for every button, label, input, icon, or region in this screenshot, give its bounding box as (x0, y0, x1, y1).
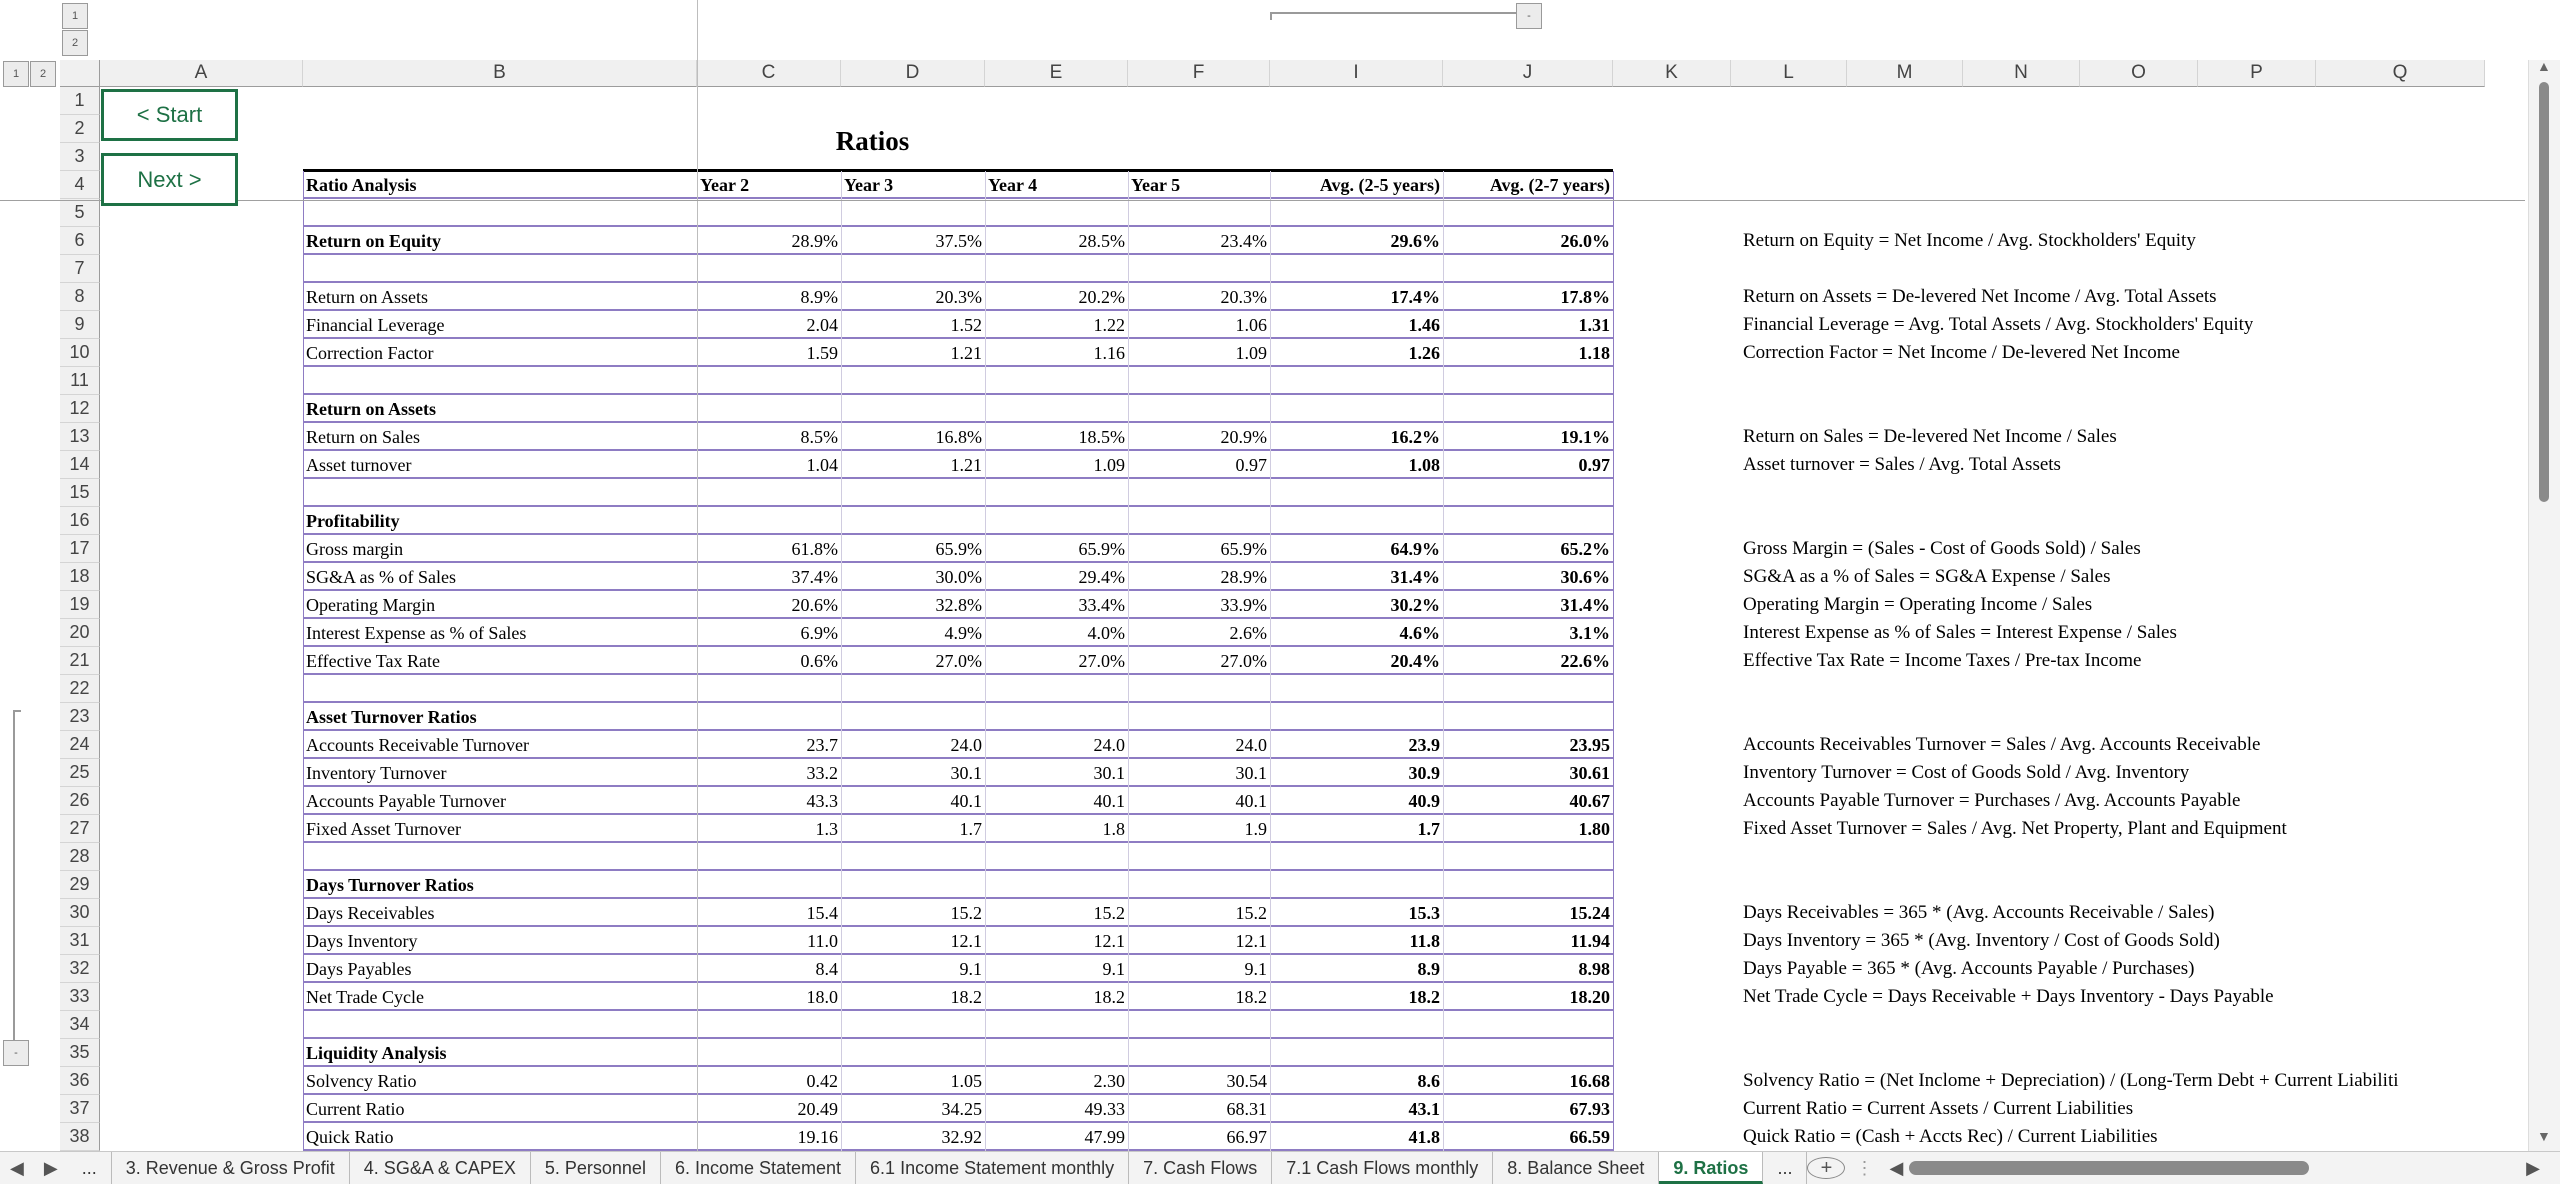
ratio-label: SG&A as % of Sales (306, 567, 456, 587)
ratio-value-j[interactable]: 18.20 (1569, 987, 1610, 1007)
ratio-value-f[interactable]: 30.54 (1226, 1071, 1267, 1091)
row-header-24[interactable]: 24 (60, 731, 100, 759)
ratio-value-f[interactable]: 1.06 (1235, 315, 1267, 335)
sheet-tab[interactable]: 3. Revenue & Gross Profit (112, 1152, 350, 1184)
ratio-value-j[interactable]: 30.6% (1560, 567, 1610, 587)
column-header-d[interactable]: D (841, 60, 985, 87)
ratio-value-f[interactable]: 18.2 (1235, 987, 1267, 1007)
ratio-value-d[interactable]: 1.52 (950, 315, 982, 335)
more-tabs-button[interactable]: ... (68, 1152, 112, 1184)
freeze-pane-horizontal (0, 200, 2525, 201)
formula-note: SG&A as a % of Sales = SG&A Expense / Sales (1743, 566, 2111, 587)
ratio-value-i[interactable]: 1.7 (1417, 819, 1440, 839)
ratio-value-f[interactable]: 1.9 (1244, 819, 1267, 839)
row-header-23[interactable]: 23 (60, 703, 100, 731)
collapse-row-group-button[interactable]: - (3, 1040, 29, 1066)
ratio-label: Gross margin (306, 539, 404, 559)
formula-note: Accounts Receivables Turnover = Sales / Avg. Accounts Receivable (1743, 734, 2261, 755)
ratio-value-f[interactable]: 27.0% (1220, 651, 1267, 671)
row-header-29[interactable]: 29 (60, 871, 100, 899)
ratio-value-c[interactable]: 1.59 (806, 343, 838, 363)
ratio-value-d[interactable]: 9.1 (959, 959, 982, 979)
row-header-15[interactable]: 15 (60, 479, 100, 507)
ratio-value-i[interactable]: 1.46 (1408, 315, 1440, 335)
ratio-label: Return on Assets (306, 287, 429, 307)
formula-note: Net Trade Cycle = Days Receivable + Days Inventory - Days Payable (1743, 986, 2274, 1007)
ratio-value-c[interactable]: 0.42 (806, 1071, 838, 1091)
ratio-value-c[interactable]: 6.9% (800, 623, 838, 643)
ratio-value-j[interactable]: 1.18 (1578, 343, 1610, 363)
formula-note: Asset turnover = Sales / Avg. Total Assets (1743, 454, 2061, 475)
ratio-value-d[interactable]: 12.1 (950, 931, 982, 951)
ratio-value-e[interactable]: 1.09 (1093, 455, 1125, 475)
ratio-value-f[interactable]: 23.4% (1220, 231, 1267, 251)
ratio-value-e[interactable]: 40.1 (1093, 791, 1125, 811)
ratio-value-c[interactable]: 33.2 (806, 763, 838, 783)
ratio-value-c[interactable]: 37.4% (791, 567, 838, 587)
add-sheet-button[interactable]: + (1807, 1157, 1845, 1179)
ratio-value-j[interactable]: 16.68 (1569, 1071, 1610, 1091)
section-heading: Profitability (306, 511, 400, 531)
ratio-value-i[interactable]: 18.2 (1408, 987, 1440, 1007)
ratio-label: Current Ratio (306, 1099, 405, 1119)
ratio-value-c[interactable]: 20.6% (791, 595, 838, 615)
row-header-35[interactable]: 35 (60, 1039, 100, 1067)
outline-level-2-left-button[interactable]: 2 (30, 61, 56, 87)
ratio-label: Days Receivables (306, 903, 435, 923)
row-header-14[interactable]: 14 (60, 451, 100, 479)
column-group-bracket-end (1270, 12, 1272, 20)
outline-level-1-top-button[interactable]: 1 (62, 3, 88, 29)
column-header-k[interactable]: K (1613, 60, 1731, 87)
outline-level-1-left-button[interactable]: 1 (3, 61, 29, 87)
ratio-value-e[interactable]: 33.4% (1078, 595, 1125, 615)
header-j: Avg. (2-7 years) (1489, 175, 1610, 195)
row-header-6[interactable]: 6 (60, 227, 100, 255)
section-heading: Days Turnover Ratios (306, 875, 474, 895)
column-header-j[interactable]: J (1443, 60, 1613, 87)
sheet-title: Ratios (835, 126, 910, 156)
ratio-label: Financial Leverage (306, 315, 445, 335)
ratio-value-f[interactable]: 24.0 (1235, 735, 1267, 755)
ratio-value-e[interactable]: 1.8 (1102, 819, 1125, 839)
more-options-icon[interactable]: ⋮ (1855, 1157, 1874, 1178)
row-header-38[interactable]: 38 (60, 1123, 100, 1151)
column-header-b[interactable]: B (303, 60, 697, 87)
ratio-value-j[interactable]: 31.4% (1560, 595, 1610, 615)
ratio-value-f[interactable]: 65.9% (1220, 539, 1267, 559)
ratio-value-j[interactable]: 23.95 (1569, 735, 1610, 755)
ratio-value-f[interactable]: 33.9% (1220, 595, 1267, 615)
formula-note: Fixed Asset Turnover = Sales / Avg. Net Property, Plant and Equipment (1743, 818, 2287, 839)
ratio-value-j[interactable]: 26.0% (1560, 231, 1610, 251)
ratio-value-i[interactable]: 11.8 (1409, 931, 1440, 951)
ratio-value-c[interactable]: 11.0 (807, 931, 838, 951)
ratio-value-f[interactable]: 9.1 (1244, 959, 1267, 979)
formula-note: Interest Expense as % of Sales = Interest Expense / Sales (1743, 622, 2177, 643)
hscroll-left-icon[interactable]: ◀ (1889, 1157, 1904, 1178)
ratio-value-d[interactable]: 1.7 (959, 819, 982, 839)
ratio-value-i[interactable]: 1.08 (1408, 455, 1440, 475)
ratio-value-j[interactable]: 66.59 (1569, 1127, 1610, 1147)
ratio-value-i[interactable]: 8.9 (1417, 959, 1440, 979)
ratio-value-j[interactable]: 11.94 (1570, 931, 1610, 951)
row-header-22[interactable]: 22 (60, 675, 100, 703)
header-f: Year 5 (1131, 175, 1181, 195)
formula-note: Days Receivables = 365 * (Avg. Accounts Receivable / Sales) (1743, 902, 2215, 923)
row-header-21[interactable]: 21 (60, 647, 100, 675)
ratio-value-e[interactable]: 18.2 (1093, 987, 1125, 1007)
row-header-26[interactable]: 26 (60, 787, 100, 815)
ratio-value-i[interactable]: 40.9 (1408, 791, 1440, 811)
sheet-tab[interactable]: 4. SG&A & CAPEX (350, 1152, 531, 1184)
ratio-value-c[interactable]: 28.9% (791, 231, 838, 251)
formula-note: Days Payable = 365 * (Avg. Accounts Payable / Purchases) (1743, 958, 2195, 979)
ratio-value-e[interactable]: 29.4% (1078, 567, 1125, 587)
ratio-label: Asset turnover (306, 455, 412, 475)
row-header-30[interactable]: 30 (60, 899, 100, 927)
horizontal-scroll-thumb[interactable] (1909, 1161, 2309, 1175)
ratio-value-e[interactable]: 49.33 (1084, 1099, 1125, 1119)
formula-note: Quick Ratio = (Cash + Accts Rec) / Current Liabilities (1743, 1126, 2158, 1147)
sheet-tab[interactable]: 9. Ratios (1659, 1152, 1763, 1184)
ratio-value-e[interactable]: 1.22 (1093, 315, 1125, 335)
column-header-l[interactable]: L (1731, 60, 1847, 87)
formula-note: Return on Sales = De-levered Net Income / Sales (1743, 426, 2117, 447)
row-header-11[interactable]: 11 (60, 367, 100, 395)
ratio-value-d[interactable]: 16.8% (935, 427, 982, 447)
ratio-value-e[interactable]: 2.30 (1093, 1071, 1125, 1091)
row-header-2[interactable]: 2 (60, 115, 100, 143)
sheet-tab[interactable]: 7.1 Cash Flows monthly (1272, 1152, 1493, 1184)
formula-note: Solvency Ratio = (Net Inclome + Depreciation) / (Long-Term Debt + Current Liabiliti (1743, 1070, 2399, 1091)
ratio-value-e[interactable]: 27.0% (1078, 651, 1125, 671)
ratio-label: Return on Sales (306, 427, 420, 447)
ratio-label: Days Inventory (306, 931, 418, 951)
column-group-bracket (1270, 12, 1516, 14)
ratio-value-c[interactable]: 1.04 (806, 455, 838, 475)
ratio-value-c[interactable]: 2.04 (806, 315, 838, 335)
row-header-7[interactable]: 7 (60, 255, 100, 283)
column-divider (1613, 171, 1614, 1151)
ratio-value-j[interactable]: 30.61 (1569, 763, 1610, 783)
ratio-value-e[interactable]: 12.1 (1093, 931, 1125, 951)
ratio-value-d[interactable]: 27.0% (935, 651, 982, 671)
vertical-scrollbar[interactable] (2528, 60, 2560, 1151)
ratio-value-i[interactable]: 17.4% (1390, 287, 1440, 307)
sheet-tab[interactable]: 7. Cash Flows (1129, 1152, 1272, 1184)
header-e: Year 4 (988, 175, 1038, 195)
header-d: Year 3 (844, 175, 894, 195)
header-ratio-analysis: Ratio Analysis (306, 175, 417, 195)
formula-note: Current Ratio = Current Assets / Current Liabilities (1743, 1098, 2134, 1119)
collapse-column-group-button[interactable]: - (1516, 3, 1542, 29)
row-header-36[interactable]: 36 (60, 1067, 100, 1095)
ratio-label: Accounts Payable Turnover (306, 791, 506, 811)
ratio-value-c[interactable]: 20.49 (797, 1099, 838, 1119)
ratio-value-j[interactable]: 17.8% (1560, 287, 1610, 307)
ratio-value-i[interactable]: 30.2% (1390, 595, 1440, 615)
row-header-9[interactable]: 9 (60, 311, 100, 339)
ratio-label: Effective Tax Rate (306, 651, 441, 671)
ratio-value-j[interactable]: 65.2% (1560, 539, 1610, 559)
ratio-value-i[interactable]: 20.4% (1390, 651, 1440, 671)
ratio-value-f[interactable]: 12.1 (1235, 931, 1267, 951)
section-heading: Return on Equity (306, 231, 442, 251)
ratio-value-e[interactable]: 47.99 (1084, 1127, 1125, 1147)
ratio-label: Operating Margin (306, 595, 436, 615)
ratio-label: Quick Ratio (306, 1127, 394, 1147)
ratio-value-d[interactable]: 1.21 (950, 455, 982, 475)
ratio-label: Correction Factor (306, 343, 434, 363)
ratio-value-c[interactable]: 1.3 (815, 819, 838, 839)
column-header-o[interactable]: O (2080, 60, 2198, 87)
ratio-value-e[interactable]: 18.5% (1078, 427, 1125, 447)
ratio-value-j[interactable]: 15.24 (1569, 903, 1610, 923)
ratio-value-c[interactable]: 19.16 (797, 1127, 838, 1147)
ratio-label: Accounts Receivable Turnover (306, 735, 529, 755)
tab-scroll-left-icon[interactable]: ◀ (10, 1157, 24, 1178)
ratio-value-j[interactable]: 40.67 (1569, 791, 1610, 811)
vertical-scroll-thumb[interactable] (2539, 82, 2549, 502)
ratio-value-i[interactable]: 30.9 (1408, 763, 1440, 783)
row-header-28[interactable]: 28 (60, 843, 100, 871)
ratio-value-d[interactable]: 20.3% (935, 287, 982, 307)
ratio-value-f[interactable]: 20.9% (1220, 427, 1267, 447)
ratio-value-c[interactable]: 61.8% (791, 539, 838, 559)
row-header-25[interactable]: 25 (60, 759, 100, 787)
ratio-value-d[interactable]: 32.92 (941, 1127, 982, 1147)
ratio-value-j[interactable]: 8.98 (1578, 959, 1610, 979)
ratio-value-d[interactable]: 34.25 (941, 1099, 982, 1119)
ratio-value-i[interactable]: 29.6% (1390, 231, 1440, 251)
ratio-value-j[interactable]: 0.97 (1578, 455, 1610, 475)
ratio-value-f[interactable]: 66.97 (1226, 1127, 1267, 1147)
row-header-27[interactable]: 27 (60, 815, 100, 843)
ratio-value-e[interactable]: 24.0 (1093, 735, 1125, 755)
ratio-label: Net Trade Cycle (306, 987, 424, 1007)
column-header-m[interactable]: M (1847, 60, 1963, 87)
ratio-value-d[interactable]: 18.2 (950, 987, 982, 1007)
column-header-f[interactable]: F (1128, 60, 1270, 87)
ratio-value-f[interactable]: 1.09 (1235, 343, 1267, 363)
ratio-value-j[interactable]: 19.1% (1560, 427, 1610, 447)
column-header-n[interactable]: N (1963, 60, 2080, 87)
ratio-value-d[interactable]: 30.1 (950, 763, 982, 783)
ratio-value-d[interactable]: 1.05 (950, 1071, 982, 1091)
column-header-i[interactable]: I (1270, 60, 1443, 87)
tab-scroll-right-icon[interactable]: ▶ (43, 1157, 58, 1178)
next-button[interactable]: Next > (101, 153, 238, 206)
start-button[interactable]: < Start (101, 89, 238, 141)
ratio-value-e[interactable]: 4.0% (1087, 623, 1125, 643)
more-tabs-button[interactable]: ... (1763, 1152, 1807, 1184)
ratio-value-e[interactable]: 28.5% (1078, 231, 1125, 251)
header-c: Year 2 (700, 175, 750, 195)
outline-level-2-top-button[interactable]: 2 (62, 30, 88, 56)
select-all-corner[interactable] (60, 60, 100, 87)
formula-note: Inventory Turnover = Cost of Goods Sold / Avg. Inventory (1743, 762, 2190, 783)
ratio-value-i[interactable]: 8.6 (1417, 1071, 1440, 1091)
row-header-17[interactable]: 17 (60, 535, 100, 563)
row-header-33[interactable]: 33 (60, 983, 100, 1011)
row-header-20[interactable]: 20 (60, 619, 100, 647)
ratio-value-f[interactable]: 68.31 (1226, 1099, 1267, 1119)
ratio-value-e[interactable]: 15.2 (1093, 903, 1125, 923)
ratio-value-c[interactable]: 0.6% (800, 651, 838, 671)
ratio-value-d[interactable]: 40.1 (950, 791, 982, 811)
ratio-value-e[interactable]: 20.2% (1078, 287, 1125, 307)
ratio-value-i[interactable]: 31.4% (1390, 567, 1440, 587)
row-header-13[interactable]: 13 (60, 423, 100, 451)
ratio-value-d[interactable]: 1.21 (950, 343, 982, 363)
sheet-tab[interactable]: 6. Income Statement (661, 1152, 856, 1184)
ratio-value-f[interactable]: 28.9% (1220, 567, 1267, 587)
ratio-value-e[interactable]: 9.1 (1102, 959, 1125, 979)
formula-note: Operating Margin = Operating Income / Sales (1743, 594, 2093, 615)
ratio-value-i[interactable]: 4.6% (1399, 623, 1440, 643)
section-heading: Liquidity Analysis (306, 1043, 447, 1063)
ratio-value-i[interactable]: 64.9% (1390, 539, 1440, 559)
ratio-value-d[interactable]: 24.0 (950, 735, 982, 755)
ratio-value-f[interactable]: 2.6% (1229, 623, 1267, 643)
ratio-value-f[interactable]: 15.2 (1235, 903, 1267, 923)
formula-note: Days Inventory = 365 * (Avg. Inventory / Cost of Goods Sold) (1743, 930, 2220, 951)
ratio-value-i[interactable]: 43.1 (1408, 1099, 1440, 1119)
column-header-e[interactable]: E (985, 60, 1128, 87)
section-heading: Asset Turnover Ratios (306, 707, 477, 727)
row-header-18[interactable]: 18 (60, 563, 100, 591)
ratio-value-e[interactable]: 30.1 (1093, 763, 1125, 783)
ratio-value-i[interactable]: 23.9 (1408, 735, 1440, 755)
section-heading: Return on Assets (306, 399, 437, 419)
row-group-bracket (13, 710, 15, 1040)
ratio-value-i[interactable]: 15.3 (1408, 903, 1440, 923)
ratio-value-c[interactable]: 8.9% (800, 287, 838, 307)
ratio-value-d[interactable]: 15.2 (950, 903, 982, 923)
row-header-1[interactable]: 1 (60, 87, 100, 115)
formula-note: Effective Tax Rate = Income Taxes / Pre-tax Income (1743, 650, 2142, 671)
sheet-tab[interactable]: 5. Personnel (531, 1152, 661, 1184)
column-header-a[interactable]: A (100, 60, 303, 87)
freeze-pane-vertical (697, 0, 698, 1151)
ratio-value-i[interactable]: 41.8 (1408, 1127, 1440, 1147)
ratio-value-c[interactable]: 8.4 (815, 959, 838, 979)
ratio-label: Fixed Asset Turnover (306, 819, 462, 839)
row-header-8[interactable]: 8 (60, 283, 100, 311)
row-header-10[interactable]: 10 (60, 339, 100, 367)
row-divider (303, 197, 1613, 199)
ratio-value-d[interactable]: 4.9% (944, 623, 982, 643)
formula-note: Gross Margin = (Sales - Cost of Goods Sold) / Sales (1743, 538, 2141, 559)
row-header-12[interactable]: 12 (60, 395, 100, 423)
row-header-4[interactable]: 4 (60, 171, 100, 199)
ratio-label: Interest Expense as % of Sales (306, 623, 527, 643)
row-header-31[interactable]: 31 (60, 927, 100, 955)
ratio-value-f[interactable]: 20.3% (1220, 287, 1267, 307)
ratio-value-c[interactable]: 18.0 (806, 987, 838, 1007)
row-header-5[interactable]: 5 (60, 199, 100, 227)
ratio-value-e[interactable]: 1.16 (1093, 343, 1125, 363)
sheet-tab[interactable]: 8. Balance Sheet (1493, 1152, 1659, 1184)
ratio-value-c[interactable]: 23.7 (806, 735, 838, 755)
ratio-value-j[interactable]: 67.93 (1569, 1099, 1610, 1119)
sheet-tab-bar (0, 1151, 2560, 1184)
ratio-value-j[interactable]: 22.6% (1560, 651, 1610, 671)
row-header-32[interactable]: 32 (60, 955, 100, 983)
ratio-label: Inventory Turnover (306, 763, 447, 783)
sheet-tab[interactable]: 6.1 Income Statement monthly (856, 1152, 1129, 1184)
formula-note: Return on Assets = De-levered Net Income / Avg. Total Assets (1743, 286, 2217, 307)
header-i: Avg. (2-5 years) (1319, 175, 1440, 195)
formula-note: Accounts Payable Turnover = Purchases / Avg. Accounts Payable (1743, 790, 2241, 811)
formula-note: Return on Equity = Net Income / Avg. Stockholders' Equity (1743, 230, 2196, 251)
column-header-q[interactable]: Q (2316, 60, 2485, 87)
column-header-p[interactable]: P (2198, 60, 2316, 87)
ratio-value-f[interactable]: 0.97 (1235, 455, 1267, 475)
scroll-up-icon[interactable]: ▲ (2537, 60, 2551, 75)
ratio-value-d[interactable]: 32.8% (935, 595, 982, 615)
ratio-value-c[interactable]: 8.5% (800, 427, 838, 447)
ratio-value-i[interactable]: 16.2% (1390, 427, 1440, 447)
ratio-value-j[interactable]: 1.80 (1578, 819, 1610, 839)
ratio-label: Days Payables (306, 959, 412, 979)
ratio-value-e[interactable]: 65.9% (1078, 539, 1125, 559)
ratio-value-d[interactable]: 65.9% (935, 539, 982, 559)
ratio-label: Solvency Ratio (306, 1071, 417, 1091)
hscroll-right-icon[interactable]: ▶ (2526, 1157, 2540, 1178)
ratio-value-d[interactable]: 30.0% (935, 567, 982, 587)
ratio-value-f[interactable]: 40.1 (1235, 791, 1267, 811)
ratio-value-c[interactable]: 43.3 (806, 791, 838, 811)
ratio-value-d[interactable]: 37.5% (935, 231, 982, 251)
row-group-bracket-end (13, 710, 21, 712)
row-header-16[interactable]: 16 (60, 507, 100, 535)
ratio-value-j[interactable]: 3.1% (1569, 623, 1610, 643)
scroll-down-icon[interactable]: ▼ (2537, 1130, 2551, 1145)
row-header-37[interactable]: 37 (60, 1095, 100, 1123)
ratio-value-i[interactable]: 1.26 (1408, 343, 1440, 363)
column-header-c[interactable]: C (697, 60, 841, 87)
row-header-34[interactable]: 34 (60, 1011, 100, 1039)
row-header-3[interactable]: 3 (60, 143, 100, 171)
ratio-value-f[interactable]: 30.1 (1235, 763, 1267, 783)
ratio-value-j[interactable]: 1.31 (1578, 315, 1610, 335)
formula-note: Correction Factor = Net Income / De-levered Net Income (1743, 342, 2180, 363)
formula-note: Financial Leverage = Avg. Total Assets / Avg. Stockholders' Equity (1743, 314, 2254, 335)
ratio-value-c[interactable]: 15.4 (806, 903, 838, 923)
row-header-19[interactable]: 19 (60, 591, 100, 619)
